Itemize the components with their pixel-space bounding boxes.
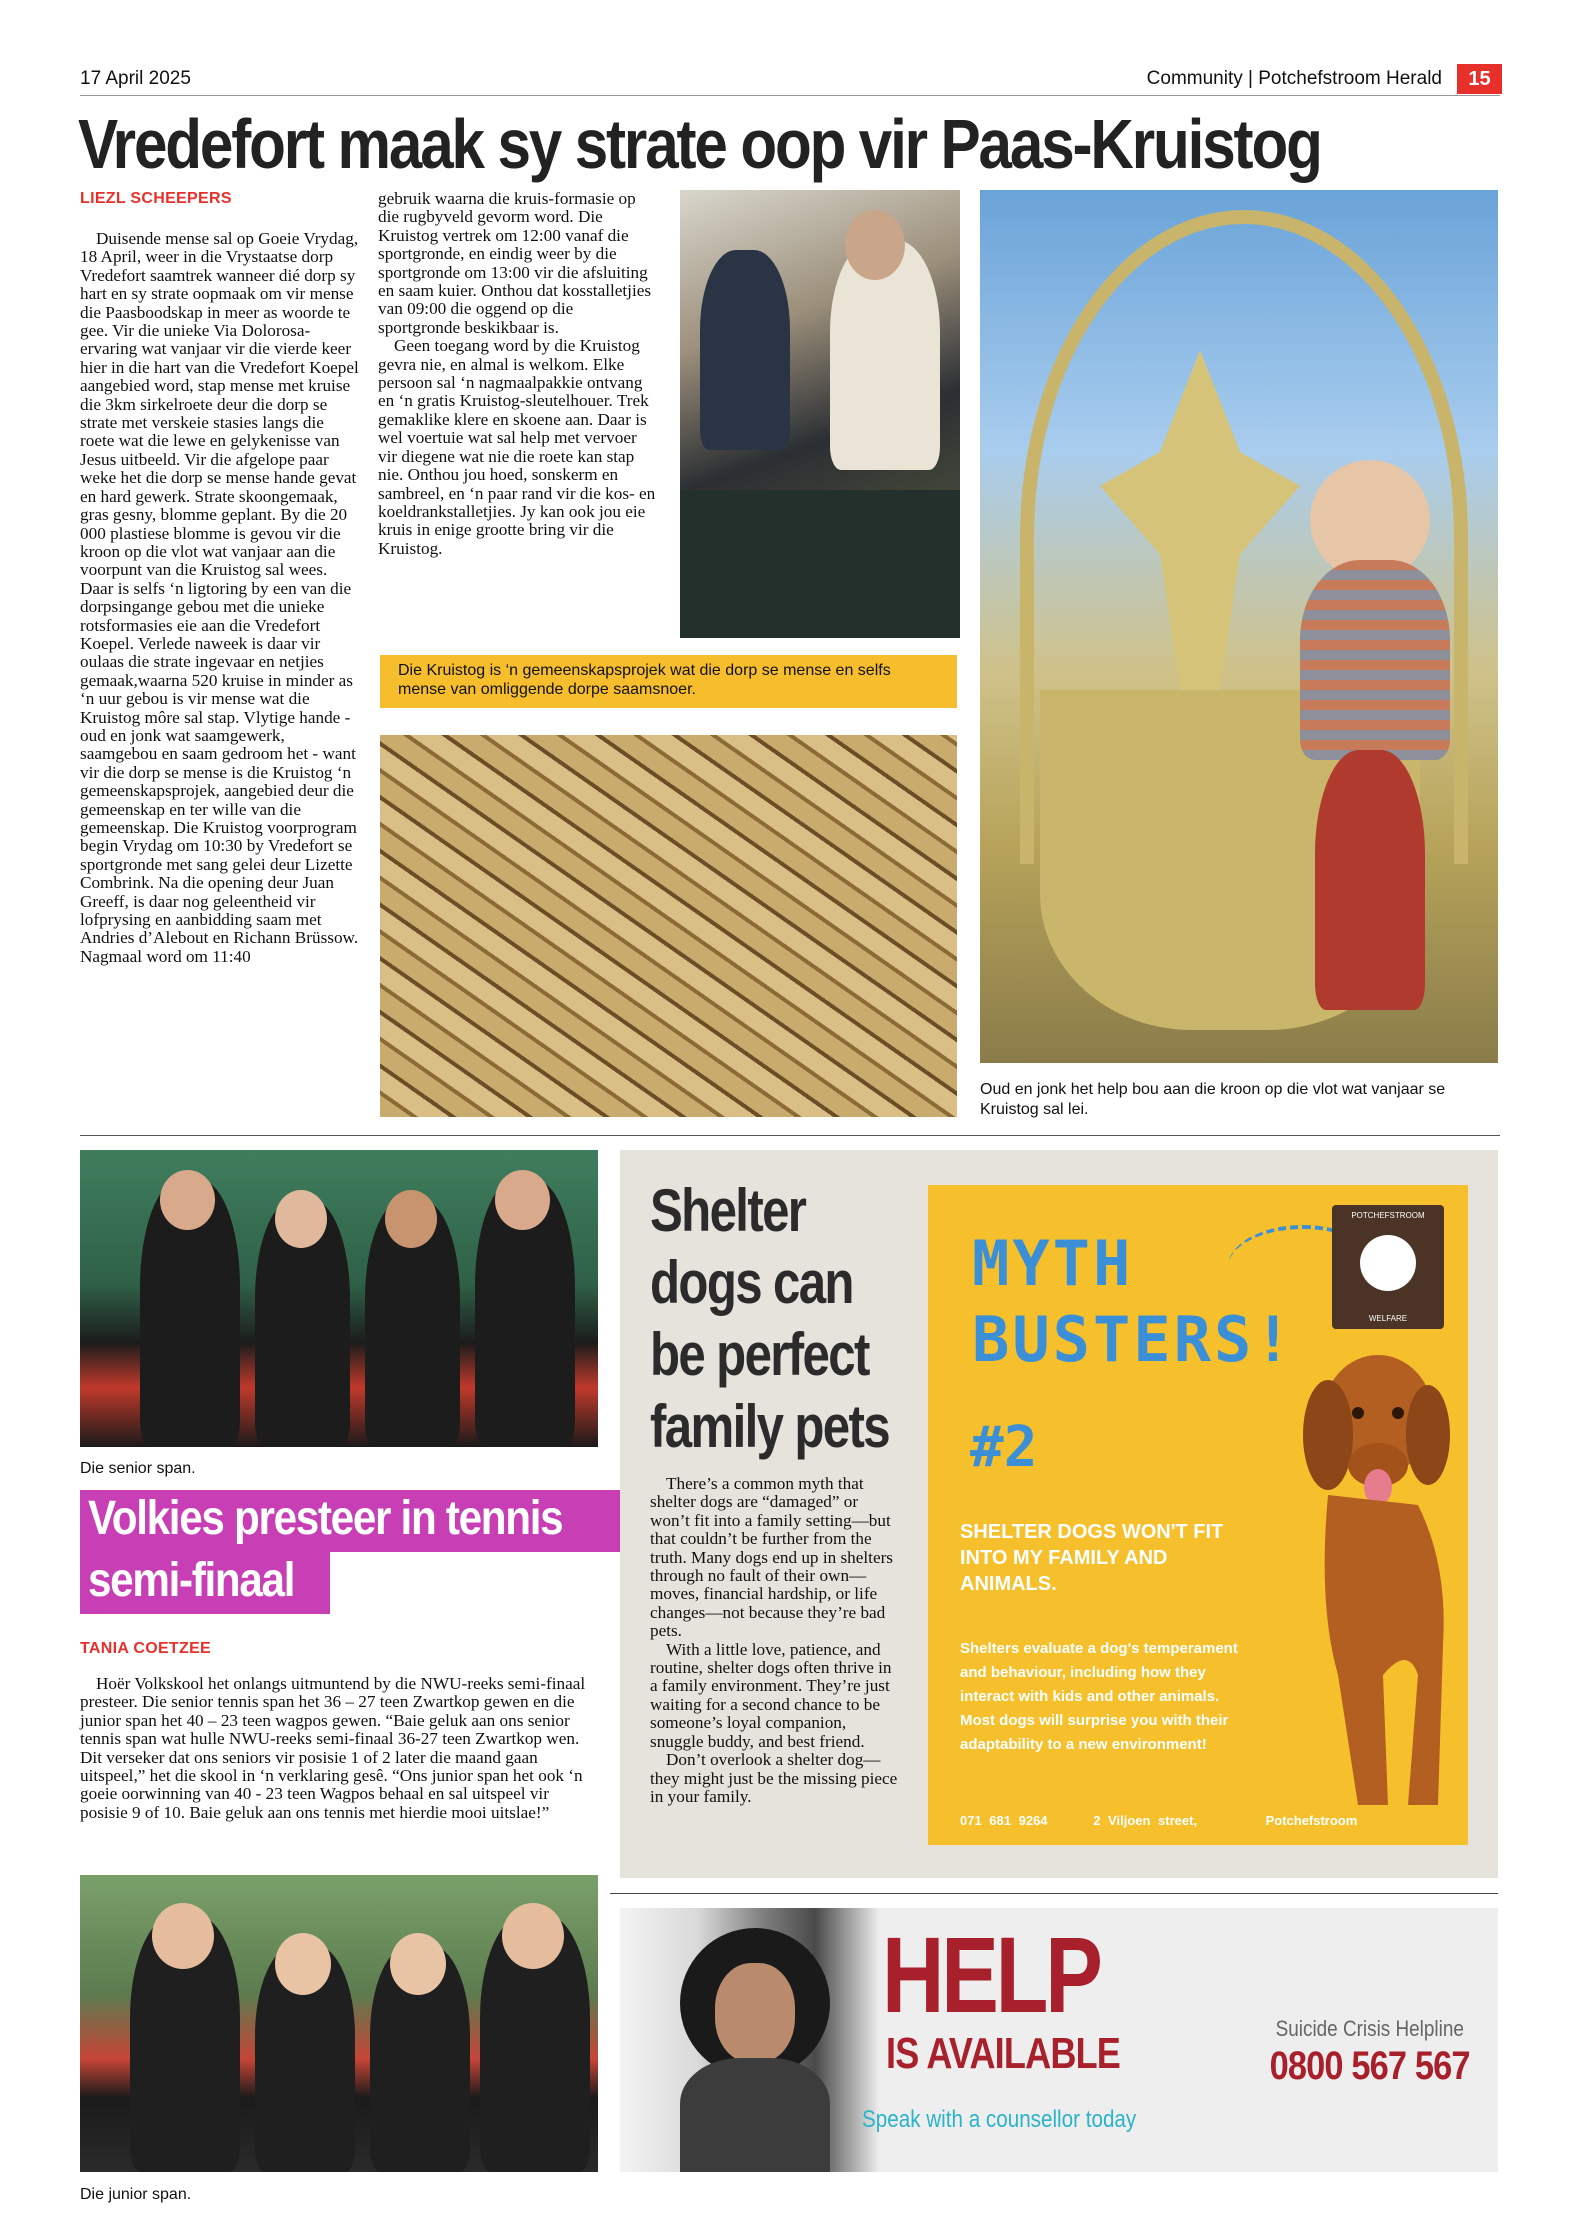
main-headline: Vredefort maak sy strate oop vir Paas-Kruistog: [78, 105, 1321, 183]
header-rule: [80, 95, 1500, 96]
tennis-headline-line: semi-finaal: [80, 1552, 330, 1614]
myth-number: #2: [970, 1415, 1038, 1480]
myth-busters-ad: [928, 1185, 1468, 1845]
shelter-article-paragraph: There’s a common myth that shelter dogs are “damaged” or won’t fit into a family setting—but that couldn’t be further from the truth. Many dogs end up in shelters through no fault of their own—moves, financial hardship, or life changes—not because they’re bad pets.: [650, 1474, 893, 1641]
myth-phone: 071 681 9264: [960, 1813, 1048, 1828]
paws-logo-top: POTCHEFSTROOM: [1351, 1211, 1425, 1220]
shelter-headline-line: dogs can: [650, 1249, 853, 1316]
myth-explanation: Shelters evaluate a dog's temperament and behaviour, including how they interact with kids and other animals. Most dogs will surprise you with their adaptability to a new environment!: [960, 1640, 1238, 1753]
shelter-headline: [650, 1175, 900, 1463]
photo-junior-team: [80, 1875, 598, 2172]
tennis-headline: [80, 1490, 635, 1614]
helpline-number: 0800 567 567: [1269, 2044, 1470, 2088]
tennis-byline: TANIA COETZEE: [80, 1640, 212, 1657]
myth-claim: SHELTER DOGS WON'T FIT INTO MY FAMILY AND ANIMALS.: [960, 1521, 1224, 1595]
ad-divider: [610, 1893, 1498, 1894]
section-divider: [80, 1135, 1500, 1136]
photo-wooden-crosses: [380, 735, 957, 1117]
help-tagline: Speak with a counsellor today: [862, 2106, 1137, 2133]
helpline-label: Suicide Crisis Helpline: [1275, 2016, 1464, 2041]
shelter-headline-line: family pets: [650, 1393, 889, 1460]
shelter-article-paragraph: With a little love, patience, and routine, shelter dogs often thrive in a family environment. They’re just waiting for a second chance to be someone’s loyal companion, snuggle buddy, and best friend.: [650, 1639, 892, 1751]
issue-date: 17 April 2025: [80, 68, 191, 89]
junior-photo-caption: Die junior span.: [80, 2186, 192, 2203]
paw-icon: [1360, 1235, 1416, 1291]
photo-cross-builders: [680, 190, 960, 638]
photo-senior-team: [80, 1150, 598, 1447]
tennis-headline-line: Volkies presteer in tennis: [80, 1490, 635, 1552]
main-article-column-1: [80, 230, 360, 966]
section-label: Community | Potchefstroom Herald: [1146, 68, 1442, 89]
tennis-article-paragraph: Hoër Volkskool het onlangs uitmuntend by die NWU-reeks semi-finaal presteer. Die senior tennis span het 36 – 27 teen Zwartkop gewen en die junior span het 40 – 23 teen wagpos gewen. “Baie geluk aan ons senior tennis span wat hulle NWU-reeks semi-finaal 36-27 teen Zwartkop wen. Dit verseker dat ons seniors vir posisie 1 of 2 later die maand gaan uitspeel,” het die skool in ‘n verklaring gesê. “Ons junior span het ook ‘n goeie oorwinning van 40 - 23 teen Wagpos behaal en sal uitspeel vir posisie 9 of 10. Baie geluk aan ons tennis met hierdie mooi uitslae!”: [80, 1674, 586, 1822]
main-byline: LIEZL SCHEEPERS: [80, 190, 232, 207]
photo-woman: [620, 1908, 880, 2172]
main-article-paragraph: Duisende mense sal op Goeie Vrydag, 18 April, weer in die Vrystaatse dorp Vredefort saamtrek wanneer dié dorp sy hart en sy strate oopmaak om vir mense die Paasboodskap in meer as woorde te gee. Vir die unieke Via Dolorosa-ervaring wat vanjaar vir die vierde keer hier in die hart van die Vredefort Koepel aangebied word, stap mense met kruise die 3km sirkelroete deur die dorp se strate met verskeie stasies langs die roete wat die lewe en gelykenisse van Jesus uitbeeld. Vir die afgelope paar weke het die dorp se mense hande gevat en hard gewerk. Strate skoongemaak, gras gesny, blomme geplant. By die 20 000 plastiese blomme is gevou vir die kroon op die vlot wat vanjaar aan die voorpunt van die Kruistog sal wees. Daar is selfs ‘n ligtoring by een van die dorpsingange gebou met die unieke rotsformasies eie aan die Vredefort Koepel. Verlede naweek is daar vir oulaas die strate ingevaar en netjies gemaak,waarna 520 kruise in minder as ‘n uur gebou is vir mense wat die Kruistog môre sal stap. Vlytige hande - oud en jonk wat saamgewerk, saamgebou en saam gedroom het - want vir die dorp se mense is die Kruistog ‘n gemeenskapsprojek, aangebied deur die gemeenskap en ter wille van die gemeenskap. Die Kruistog voorprogram begin Vrydag om 10:30 by Vredefort se sportgronde met sang gelei deur Lizette Combrink. Na die opening deur Juan Greeff, is daar nog geleentheid vir lofprysing en aanbidding saam met Andries d’Alebout en Richann Brüssow. Nagmaal word om 11:40: [80, 229, 359, 966]
crown-photo-caption: Oud en jonk het help bou aan die kroon op die vlot wat vanjaar se Kruistog sal lei.: [980, 1081, 1446, 1118]
callout-box: Die Kruistog is ‘n gemeenskapsprojek wat die dorp se mense en selfs mense van omliggende dorpe saamsnoer.: [380, 655, 957, 708]
myth-title-line: BUSTERS!: [972, 1303, 1295, 1376]
myth-title-line: MYTH: [972, 1227, 1134, 1300]
help-subhead: IS AVAILABLE: [886, 2029, 1121, 2078]
paws-logo: [1332, 1205, 1444, 1329]
help-headline: HELP: [882, 1914, 1100, 2035]
paws-logo-bottom: WELFARE: [1368, 1314, 1408, 1323]
photo-crown-float: [980, 190, 1498, 1063]
main-article-paragraph: Geen toegang word by die Kruistog gevra nie, en almal is welkom. Elke persoon sal ‘n nagmaalpakkie ontvang en ‘n gratis Kruistog-sleutelhouer. Trek gemaklike klere en skoene aan. Daar is wel voertuie wat sal help met vervoer vir diegene wat nie die roete kan stap nie. Onthou jou hoed, sonskerm en sambreel, en ‘n paar rand vir die kos- en koeldrankstalletjies. Jy kan ook jou eie kruis in enige grootte bring vir die Kruistog.: [378, 336, 656, 558]
shelter-headline-line: Shelter: [650, 1177, 806, 1244]
main-article-paragraph: gebruik waarna die kruis-formasie op die rugbyveld gevorm word. Die Kruistog vertrek om 12:00 vanaf die sportgronde, en eindig weer by die sportgronde om 13:00 vir die afsluiting en saam kuier. Onthou dat kosstalletjies van 09:00 die oggend op die sportgronde beskikbaar is.: [378, 189, 652, 337]
main-article-column-2: [378, 190, 658, 558]
shelter-article-paragraph: Don’t overlook a shelter dog—they might just be the missing piece in your family.: [650, 1750, 898, 1806]
tennis-article: [80, 1675, 598, 1822]
myth-town: Potchefstroom: [1265, 1813, 1358, 1828]
dog-illustration: [1258, 1345, 1458, 1825]
help-helpline-ad: [620, 1908, 1498, 2172]
shelter-headline-line: be perfect: [650, 1321, 869, 1388]
shelter-article: [650, 1475, 900, 1806]
senior-photo-caption: Die senior span.: [80, 1460, 196, 1477]
page-number: 15: [1457, 64, 1502, 94]
myth-address: 2 Viljoen street,: [1093, 1813, 1198, 1828]
